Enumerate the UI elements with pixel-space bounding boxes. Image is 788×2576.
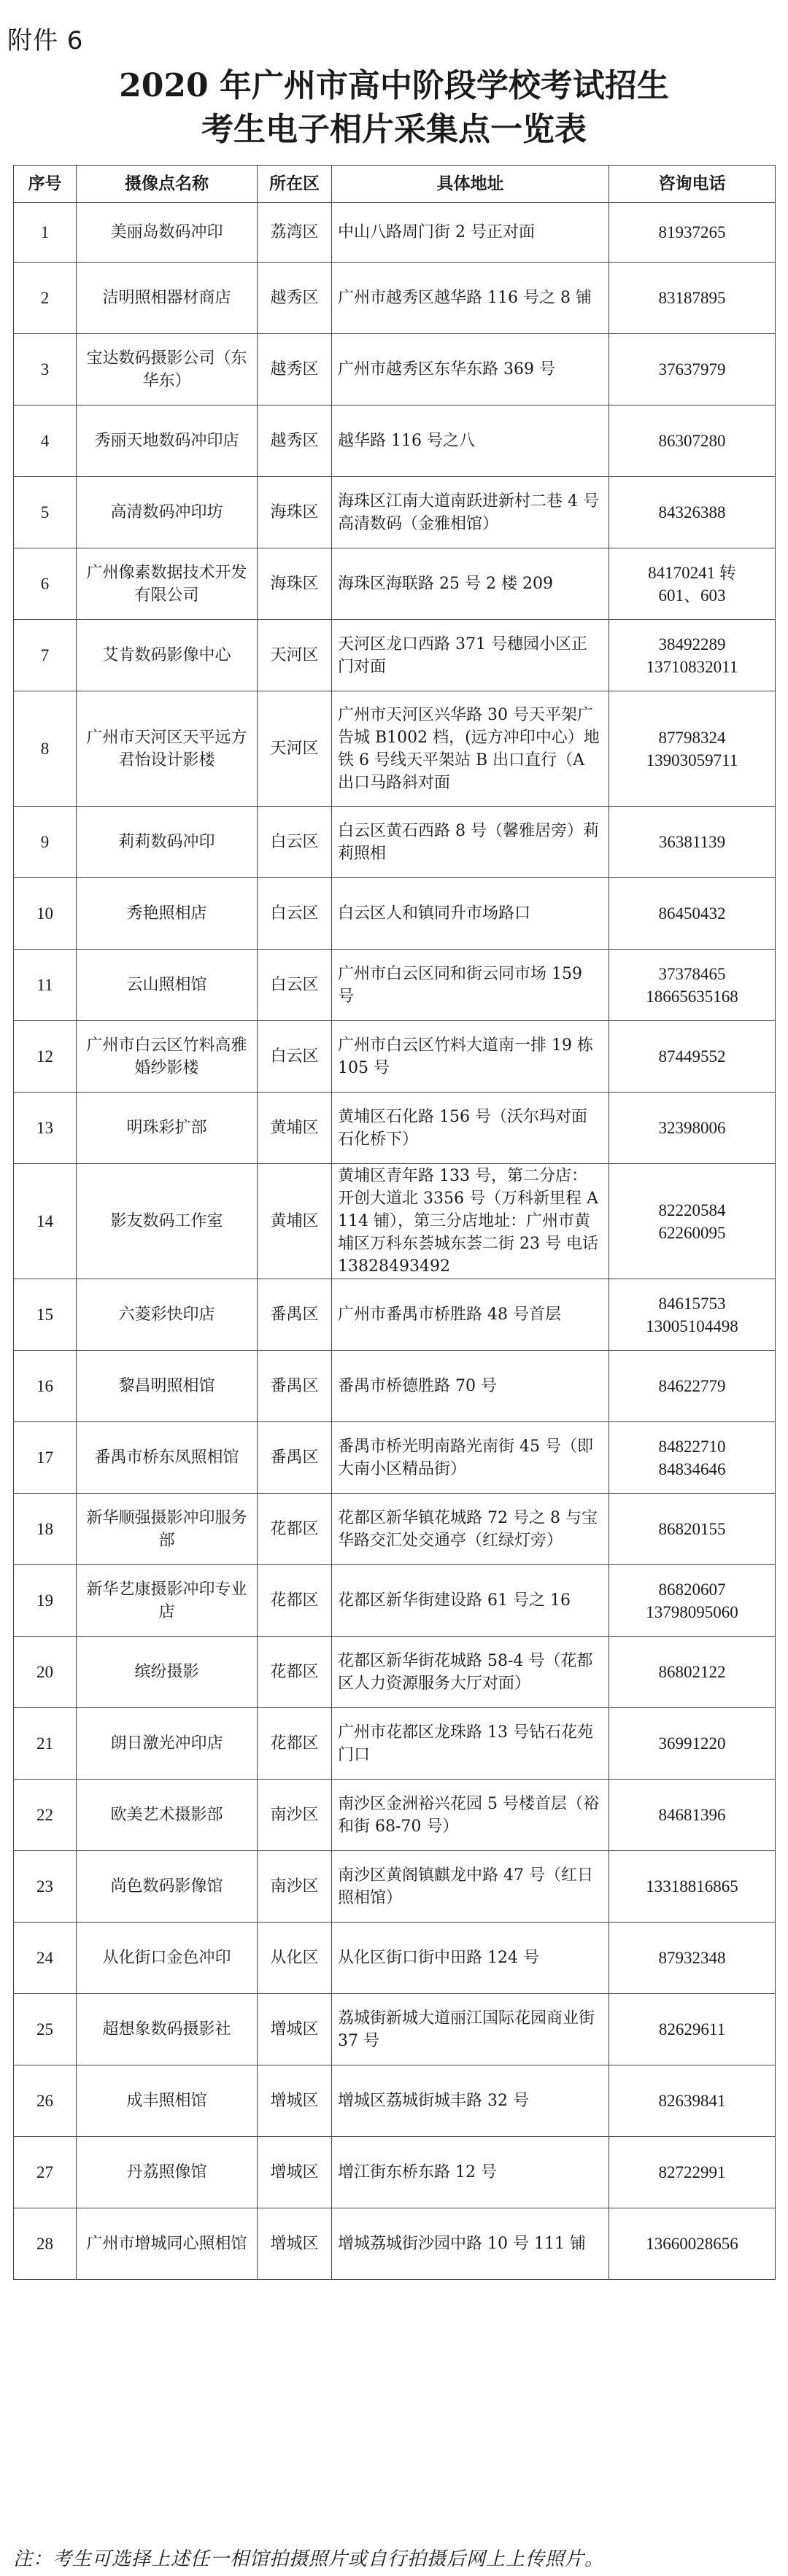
district: 番禺区	[258, 1422, 332, 1494]
phone-number: 37637979	[658, 360, 726, 379]
row-index: 27	[14, 2137, 77, 2208]
table-row	[14, 406, 776, 477]
district: 越秀区	[258, 263, 332, 334]
district: 增城区	[258, 2208, 332, 2280]
address: 广州市花都区龙珠路 13 号钻石花苑门口	[332, 1708, 609, 1780]
phone-number: 87449552	[658, 1047, 726, 1066]
attachment-label: 附件 6	[7, 26, 84, 55]
phone-cell	[609, 1351, 776, 1422]
phone-number: 81937265	[658, 223, 726, 241]
address: 从化区街口街中田路 124 号	[332, 1923, 609, 1994]
phone-cell	[609, 2137, 776, 2208]
phone-cell	[609, 691, 776, 807]
footnote: 注：考生可选择上述任一相馆拍摄照片或自行拍摄后网上上传照片。	[13, 2548, 605, 2570]
studio-name: 成丰照相馆	[77, 2065, 258, 2137]
address: 花都区新华街建设路 61 号之 16	[332, 1565, 609, 1637]
address: 广州市白云区竹料大道南一排 19 栋 105 号	[332, 1021, 609, 1093]
row-index: 8	[14, 691, 77, 807]
district: 花都区	[258, 1637, 332, 1708]
address: 增江街东桥东路 12 号	[332, 2137, 609, 2208]
address: 南沙区黄阁镇麒龙中路 47 号（红日照相馆）	[332, 1851, 609, 1923]
phone-number: 13710832011	[646, 657, 738, 676]
district: 白云区	[258, 950, 332, 1021]
district: 黄埔区	[258, 1164, 332, 1279]
phone-number: 38492289	[658, 635, 726, 653]
header-phone: 咨询电话	[609, 166, 776, 203]
table-row	[14, 1851, 776, 1923]
district: 增城区	[258, 2137, 332, 2208]
phone-number: 84170241 转	[648, 563, 736, 582]
district: 海珠区	[258, 477, 332, 548]
address: 南沙区金洲裕兴花园 5 号楼首层（裕和街 68-70 号）	[332, 1780, 609, 1851]
address: 天河区龙口西路 371 号穗园小区正门对面	[332, 620, 609, 691]
district: 番禺区	[258, 1351, 332, 1422]
row-index: 18	[14, 1494, 77, 1565]
district: 增城区	[258, 2065, 332, 2137]
table-row	[14, 2208, 776, 2280]
phone-number: 87932348	[658, 1949, 726, 1967]
district: 花都区	[258, 1565, 332, 1637]
table-row	[14, 203, 776, 263]
phone-number: 13318816865	[646, 1877, 738, 1896]
studio-name: 六菱彩快印店	[77, 1279, 258, 1351]
row-index: 17	[14, 1422, 77, 1494]
studio-name: 尚色数码影像馆	[77, 1851, 258, 1923]
row-index: 23	[14, 1851, 77, 1923]
phone-number: 601、603	[658, 586, 726, 605]
phone-cell	[609, 878, 776, 950]
district: 天河区	[258, 691, 332, 807]
table-row	[14, 1021, 776, 1093]
phone-cell	[609, 1708, 776, 1780]
studio-name: 秀丽天地数码冲印店	[77, 406, 258, 477]
phone-number: 84615753	[658, 1294, 726, 1313]
studio-name: 新华艺康摄影冲印专业店	[77, 1565, 258, 1637]
table-row	[14, 1351, 776, 1422]
phone-cell	[609, 477, 776, 548]
row-index: 6	[14, 548, 77, 620]
studio-name: 秀艳照相店	[77, 878, 258, 950]
phone-number: 84622779	[658, 1377, 726, 1395]
address: 广州市天河区兴华路 30 号天平架广告城 B1002 档，(远方冲印中心）地铁 6 号线天平架站 B 出口直行（A 出口马路斜对面	[332, 691, 609, 807]
district: 从化区	[258, 1923, 332, 1994]
row-index: 22	[14, 1780, 77, 1851]
address: 增城区荔城街城丰路 32 号	[332, 2065, 609, 2137]
phone-number: 13005104498	[646, 1316, 738, 1335]
table-row	[14, 1780, 776, 1851]
studio-name: 丹荔照像馆	[77, 2137, 258, 2208]
studio-name: 超想象数码摄影社	[77, 1994, 258, 2065]
phone-number: 83187895	[658, 289, 726, 307]
table-row	[14, 1422, 776, 1494]
phone-number: 82220584	[658, 1200, 726, 1219]
phone-cell	[609, 950, 776, 1021]
header-index: 序号	[14, 166, 77, 203]
row-index: 20	[14, 1637, 77, 1708]
table-row	[14, 1923, 776, 1994]
studio-name: 美丽岛数码冲印	[77, 203, 258, 263]
district: 海珠区	[258, 548, 332, 620]
studio-name: 黎昌明照相馆	[77, 1351, 258, 1422]
phone-cell	[609, 2208, 776, 2280]
phone-cell	[609, 1565, 776, 1637]
phone-cell	[609, 620, 776, 691]
district: 增城区	[258, 1994, 332, 2065]
phone-cell	[609, 1422, 776, 1494]
phone-number: 86802122	[658, 1663, 726, 1681]
studio-name: 欧美艺术摄影部	[77, 1780, 258, 1851]
table-row	[14, 477, 776, 548]
row-index: 14	[14, 1164, 77, 1279]
phone-number: 82639841	[658, 2092, 726, 2110]
phone-number: 13798095060	[646, 1602, 738, 1621]
address: 增城荔城街沙园中路 10 号 111 铺	[332, 2208, 609, 2280]
phone-number: 82722991	[658, 2163, 726, 2181]
studio-name: 影友数码工作室	[77, 1164, 258, 1279]
phone-cell	[609, 807, 776, 878]
row-index: 7	[14, 620, 77, 691]
address: 花都区新华街花城路 58-4 号（花都区人力资源服务大厅对面）	[332, 1637, 609, 1708]
table-row	[14, 950, 776, 1021]
phone-cell	[609, 1994, 776, 2065]
phone-cell	[609, 406, 776, 477]
phone-number: 86820607	[658, 1580, 726, 1599]
studio-name: 艾肯数码影像中心	[77, 620, 258, 691]
row-index: 4	[14, 406, 77, 477]
district: 白云区	[258, 1021, 332, 1093]
studio-name: 从化街口金色冲印	[77, 1923, 258, 1994]
phone-cell	[609, 1021, 776, 1093]
district: 花都区	[258, 1494, 332, 1565]
phone-number: 84681396	[658, 1806, 726, 1824]
district: 南沙区	[258, 1780, 332, 1851]
phone-cell	[609, 1637, 776, 1708]
row-index: 1	[14, 203, 77, 263]
phone-number: 87798324	[658, 728, 726, 747]
row-index: 15	[14, 1279, 77, 1351]
table-row	[14, 807, 776, 878]
district: 荔湾区	[258, 203, 332, 263]
studio-name: 莉莉数码冲印	[77, 807, 258, 878]
phone-cell	[609, 1494, 776, 1565]
phone-number: 13660028656	[646, 2235, 738, 2253]
phone-number: 84326388	[658, 503, 726, 521]
district: 天河区	[258, 620, 332, 691]
document-title-line-1: 2020 年广州市高中阶段学校考试招生	[119, 67, 669, 104]
table-row	[14, 1637, 776, 1708]
table-row	[14, 334, 776, 406]
row-index: 16	[14, 1351, 77, 1422]
table-header-row	[14, 166, 776, 203]
row-index: 2	[14, 263, 77, 334]
phone-cell	[609, 1780, 776, 1851]
row-index: 3	[14, 334, 77, 406]
photo-points-table	[13, 165, 776, 2280]
address: 广州市番禺市桥胜路 48 号首层	[332, 1279, 609, 1351]
phone-cell	[609, 1164, 776, 1279]
row-index: 9	[14, 807, 77, 878]
studio-name: 新华顺强摄影冲印服务部	[77, 1494, 258, 1565]
studio-name: 云山照相馆	[77, 950, 258, 1021]
district: 白云区	[258, 807, 332, 878]
address: 中山八路周门街 2 号正对面	[332, 203, 609, 263]
header-address: 具体地址	[332, 166, 609, 203]
studio-name: 明珠彩扩部	[77, 1093, 258, 1164]
studio-name: 宝达数码摄影公司（东华东）	[77, 334, 258, 406]
row-index: 11	[14, 950, 77, 1021]
table-row	[14, 2137, 776, 2208]
phone-number: 36991220	[658, 1734, 726, 1753]
district: 越秀区	[258, 406, 332, 477]
phone-cell	[609, 548, 776, 620]
row-index: 5	[14, 477, 77, 548]
row-index: 28	[14, 2208, 77, 2280]
address: 海珠区海联路 25 号 2 楼 209	[332, 548, 609, 620]
phone-number: 84822710	[658, 1437, 726, 1456]
phone-cell	[609, 203, 776, 263]
district: 黄埔区	[258, 1093, 332, 1164]
table-row	[14, 1164, 776, 1279]
address: 黄埔区青年路 133 号，第二分店：开创大道北 3356 号（万科新里程 A114 铺），第三分店地址：广州市黄埔区万科东荟城东荟二街 23 号 电话 13828493492	[332, 1164, 609, 1279]
phone-number: 86820155	[658, 1520, 726, 1538]
phone-number: 32398006	[658, 1119, 726, 1137]
table-row	[14, 1494, 776, 1565]
address: 海珠区江南大道南跃进新村二巷 4 号 高清数码（金雅相馆）	[332, 477, 609, 548]
table-row	[14, 620, 776, 691]
address: 荔城街新城大道丽江国际花园商业街 37 号	[332, 1994, 609, 2065]
address: 越华路 116 号之八	[332, 406, 609, 477]
row-index: 19	[14, 1565, 77, 1637]
row-index: 24	[14, 1923, 77, 1994]
phone-number: 18665635168	[646, 987, 738, 1006]
address: 白云区黄石西路 8 号（馨雅居旁）莉莉照相	[332, 807, 609, 878]
address: 白云区人和镇同升市场路口	[332, 878, 609, 950]
table-row	[14, 1708, 776, 1780]
table-row	[14, 1994, 776, 2065]
studio-name: 广州市白云区竹料高雅婚纱影楼	[77, 1021, 258, 1093]
address: 番禺市桥光明南路光南街 45 号（即大南小区精品街）	[332, 1422, 609, 1494]
phone-cell	[609, 263, 776, 334]
address: 番禺市桥德胜路 70 号	[332, 1351, 609, 1422]
document-title-line-2: 考生电子相片采集点一览表	[201, 111, 587, 148]
studio-name: 广州市增城同心照相馆	[77, 2208, 258, 2280]
studio-name: 缤纷摄影	[77, 1637, 258, 1708]
address: 广州市白云区同和街云同市场 159 号	[332, 950, 609, 1021]
studio-name: 高清数码冲印坊	[77, 477, 258, 548]
district: 南沙区	[258, 1851, 332, 1923]
studio-name: 番禺市桥东凤照相馆	[77, 1422, 258, 1494]
table-row	[14, 878, 776, 950]
row-index: 10	[14, 878, 77, 950]
address: 花都区新华镇花城路 72 号之 8 与宝华路交汇处交通亭（红绿灯旁）	[332, 1494, 609, 1565]
table-row	[14, 1279, 776, 1351]
phone-number: 13903059711	[646, 750, 738, 769]
phone-cell	[609, 334, 776, 406]
table-body	[14, 203, 776, 2280]
address: 黄埔区石化路 156 号（沃尔玛对面石化桥下）	[332, 1093, 609, 1164]
district: 花都区	[258, 1708, 332, 1780]
row-index: 25	[14, 1994, 77, 2065]
header-district: 所在区	[258, 166, 332, 203]
address: 广州市越秀区越华路 116 号之 8 铺	[332, 263, 609, 334]
studio-name: 广州市天河区天平远方君怡设计影楼	[77, 691, 258, 807]
district: 番禺区	[258, 1279, 332, 1351]
district: 越秀区	[258, 334, 332, 406]
phone-number: 37378465	[658, 964, 726, 983]
table-row	[14, 263, 776, 334]
row-index: 26	[14, 2065, 77, 2137]
phone-cell	[609, 1923, 776, 1994]
row-index: 21	[14, 1708, 77, 1780]
phone-cell	[609, 1851, 776, 1923]
table-row	[14, 1565, 776, 1637]
studio-name: 洁明照相器材商店	[77, 263, 258, 334]
phone-number: 84834646	[658, 1459, 726, 1478]
table-row	[14, 2065, 776, 2137]
phone-number: 36381139	[658, 833, 726, 851]
district: 白云区	[258, 878, 332, 950]
address: 广州市越秀区东华东路 369 号	[332, 334, 609, 406]
phone-cell	[609, 1093, 776, 1164]
row-index: 12	[14, 1021, 77, 1093]
table-row	[14, 691, 776, 807]
header-studio-name: 摄像点名称	[77, 166, 258, 203]
phone-number: 86307280	[658, 432, 726, 450]
phone-number: 82629611	[658, 2020, 726, 2038]
table-row	[14, 1093, 776, 1164]
studio-name: 朗日激光冲印店	[77, 1708, 258, 1780]
phone-cell	[609, 1279, 776, 1351]
phone-number: 86450432	[658, 904, 726, 923]
phone-cell	[609, 2065, 776, 2137]
table-row	[14, 548, 776, 620]
studio-name: 广州像素数据技术开发有限公司	[77, 548, 258, 620]
phone-number: 62260095	[658, 1223, 726, 1242]
row-index: 13	[14, 1093, 77, 1164]
